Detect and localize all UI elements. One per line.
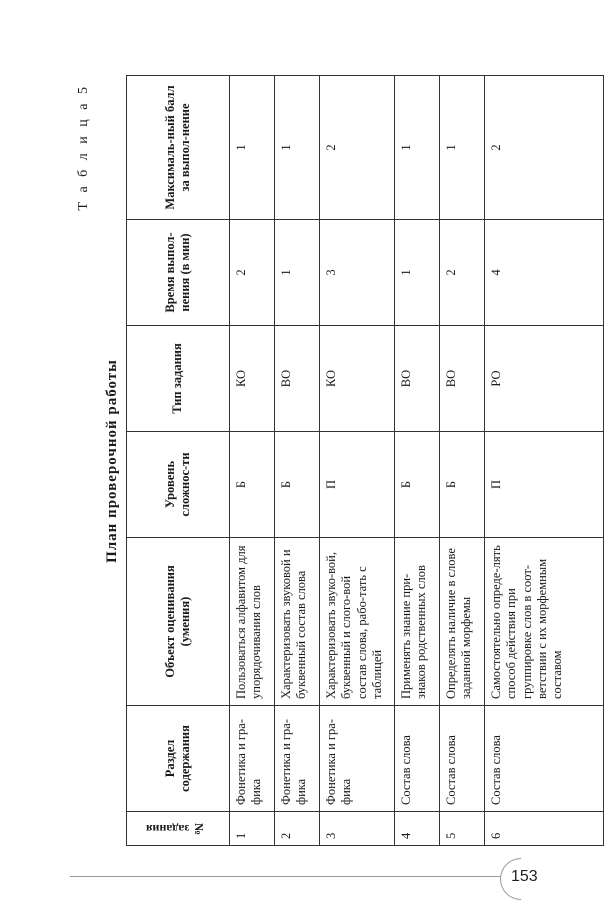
cell-max: 2 — [485, 76, 604, 220]
cell-level: П — [485, 432, 604, 538]
cell-type: КО — [320, 326, 395, 432]
cell-section: Состав слова — [485, 706, 604, 812]
header-level: Уровень сложнос-ти — [127, 432, 230, 538]
cell-object: Характеризовать звуковой и буквенный состав слова — [275, 538, 320, 706]
rotated-page-content — [68, 76, 564, 846]
plan-table — [126, 75, 604, 846]
table-row — [230, 76, 275, 846]
cell-section: Фонетика и гра-фика — [230, 706, 275, 812]
table-row — [485, 76, 604, 846]
header-max: Максималь-ный балл за выпол-нение — [127, 76, 230, 220]
cell-level: П — [320, 432, 395, 538]
cell-number: 1 — [230, 812, 275, 846]
cell-time: 2 — [230, 220, 275, 326]
cell-object: Применять знание при-знаков родственных слов — [395, 538, 440, 706]
cell-section: Состав слова — [395, 706, 440, 812]
table-row — [440, 76, 485, 846]
cell-max: 1 — [230, 76, 275, 220]
header-number — [127, 812, 230, 846]
cell-type: КО — [230, 326, 275, 432]
cell-time: 1 — [275, 220, 320, 326]
cell-type: РО — [485, 326, 604, 432]
page-title: План проверочной работы — [104, 359, 120, 563]
cell-level: Б — [275, 432, 320, 538]
cell-section: Состав слова — [440, 706, 485, 812]
header-number-label: № задания — [145, 821, 206, 836]
table-row — [320, 76, 395, 846]
cell-number: 2 — [275, 812, 320, 846]
cell-time: 3 — [320, 220, 395, 326]
cell-number: 6 — [485, 812, 604, 846]
cell-number: 4 — [395, 812, 440, 846]
cell-object: Пользоваться алфавитом для упорядочивания слов — [230, 538, 275, 706]
cell-object: Самостоятельно опреде-лять способ действия при группировке слов в соот-ветствии с их морфемным составом — [485, 538, 604, 706]
cell-level: Б — [395, 432, 440, 538]
cell-number: 3 — [320, 812, 395, 846]
cell-max: 2 — [320, 76, 395, 220]
cell-type: ВО — [275, 326, 320, 432]
cell-object: Определять наличие в слове заданной морфемы — [440, 538, 485, 706]
cell-type: ВО — [440, 326, 485, 432]
cell-max: 1 — [440, 76, 485, 220]
header-type: Тип задания — [127, 326, 230, 432]
cell-type: ВО — [395, 326, 440, 432]
cell-max: 1 — [395, 76, 440, 220]
cell-number: 5 — [440, 812, 485, 846]
cell-level: Б — [440, 432, 485, 538]
cell-time: 4 — [485, 220, 604, 326]
cell-time: 2 — [440, 220, 485, 326]
table-number: Т а б л и ц а 5 — [76, 84, 91, 211]
header-row — [127, 76, 230, 846]
header-time: Время выпол-нения (в мин) — [127, 220, 230, 326]
cell-section: Фонетика и гра-фика — [275, 706, 320, 812]
header-object: Объект оценивания (умения) — [127, 538, 230, 706]
table-row — [275, 76, 320, 846]
cell-section: Фонетика и гра-фика — [320, 706, 395, 812]
header-section: Раздел содержания — [127, 706, 230, 812]
table-row — [395, 76, 440, 846]
page-number: 153 — [511, 868, 538, 885]
cell-time: 1 — [395, 220, 440, 326]
footer-rule — [70, 876, 500, 877]
cell-object: Характеризовать звуко-вой, буквенный и слого-вой состав слова, рабо-тать с таблицей — [320, 538, 395, 706]
cell-max: 1 — [275, 76, 320, 220]
cell-level: Б — [230, 432, 275, 538]
